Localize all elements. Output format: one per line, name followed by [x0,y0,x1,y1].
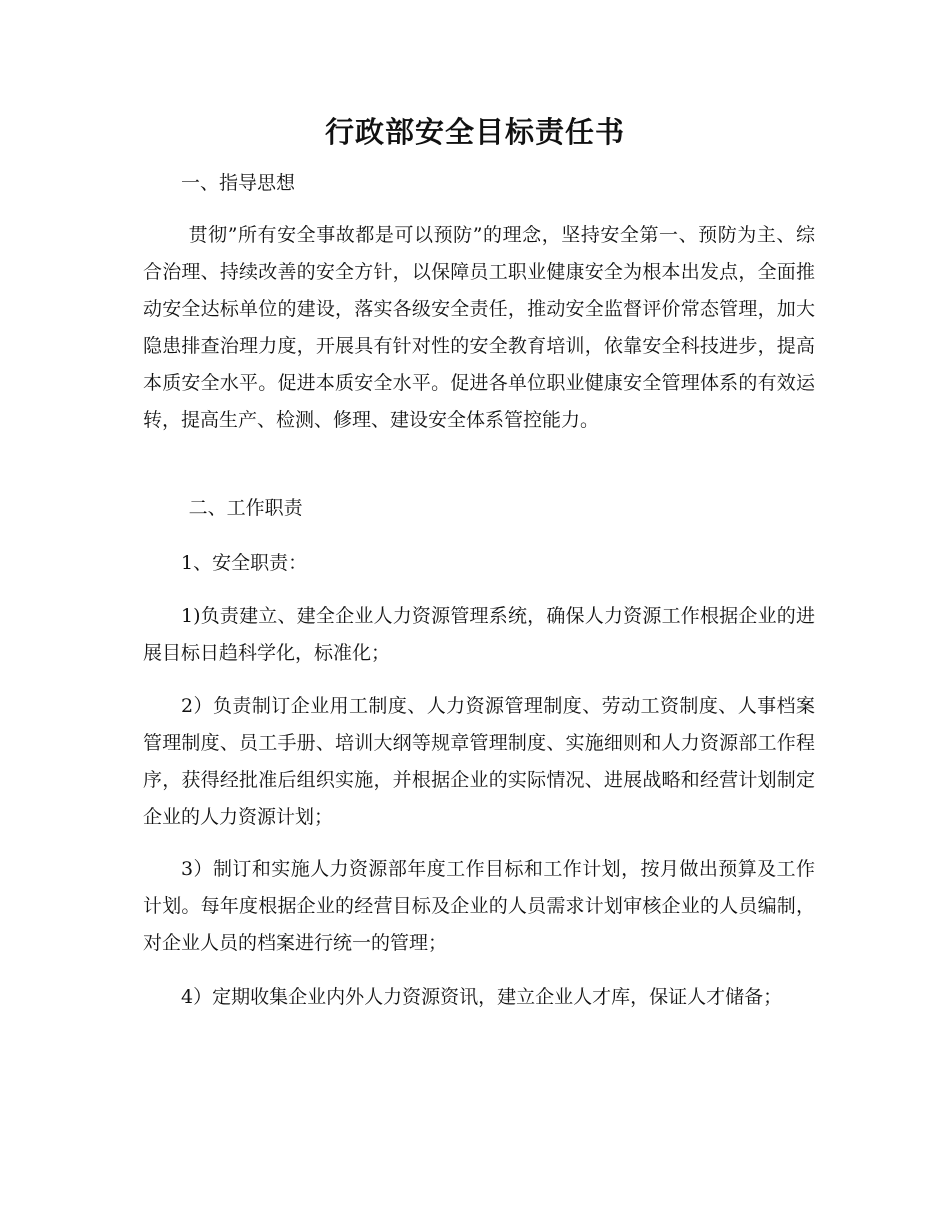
duty-item-4: 4）定期收集企业内外人力资源资讯，建立企业人才库，保证人才储备； [181,986,783,1008]
guiding-thought-paragraph: 贯彻”所有安全事故都是可以预防”的理念，坚持安全第一、预防为主、综合治理、持续改善的安全方针，以保障员工职业健康安全为根本出发点，全面推动安全达标单位的建设，落实各级安全责任，推动安全监督评价常态管理，加大隐患排查治理力度，开展具有针对性的安全教育培训，依靠安全科技进步，提高本质安全水平。促进本质安全水平。促进各单位职业健康安全管理体系的有效运转，提高生产、检测、修理、建设安全体系管控能力。 [143,224,815,431]
duty-item-1: 1)负责建立、建全企业人力资源管理系统，确保人力资源工作根据企业的进展目标日趋科学化，标准化； [143,605,815,664]
duty-item-3: 3）制订和实施人力资源部年度工作目标和工作计划，按月做出预算及工作计划。每年度根据企业的经营目标及企业的人员需求计划审核企业的人员编制，对企业人员的档案进行统一的管理； [143,858,815,954]
section-heading-work-duties: 二、工作职责 [188,497,303,519]
subsection-heading-safety-duties: 1、安全职责： [181,552,308,574]
document-title: 行政部安全目标责任书 [324,115,625,149]
duty-item-2: 2）负责制订企业用工制度、人力资源管理制度、劳动工资制度、人事档案管理制度、员工手册、培训大纲等规章管理制度、实施细则和人力资源部工作程序，获得经批准后组织实施，并根据企业的实际情况、进展战略和经营计划制定企业的人力资源计划； [143,695,815,828]
section-heading-guiding-thought: 一、指导思想 [181,172,296,194]
